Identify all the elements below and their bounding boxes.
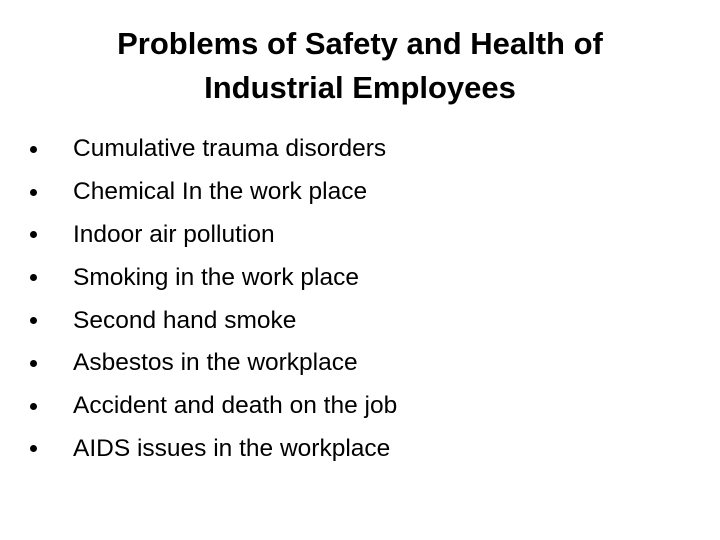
title-line-2: Industrial Employees xyxy=(204,70,516,106)
bullet-icon xyxy=(30,231,37,238)
list-item xyxy=(26,128,686,171)
bullet-icon xyxy=(30,317,37,324)
list-item xyxy=(26,256,686,299)
slide-title xyxy=(90,22,630,110)
list-item xyxy=(26,299,686,342)
bullet-text: Second hand smoke xyxy=(73,306,297,334)
bullet-text: Indoor air pollution xyxy=(73,220,275,248)
bullet-icon xyxy=(30,445,37,452)
bullet-text: AIDS issues in the workplace xyxy=(73,434,391,462)
list-item xyxy=(26,171,686,214)
bullet-text: Cumulative trauma disorders xyxy=(73,135,387,163)
bullet-icon xyxy=(30,274,37,281)
bullet-text: Accident and death on the job xyxy=(73,392,398,420)
list-item xyxy=(26,342,686,385)
bullet-icon xyxy=(30,360,37,367)
bullet-text: Smoking in the work place xyxy=(73,263,359,291)
bullet-text: Chemical In the work place xyxy=(73,178,368,206)
bullet-text: Asbestos in the workplace xyxy=(73,349,358,377)
bullet-icon xyxy=(30,403,37,410)
list-item xyxy=(26,385,686,428)
bullet-list xyxy=(26,128,686,470)
title-line-1: Problems of Safety and Health of xyxy=(117,26,603,61)
bullet-icon xyxy=(30,189,37,196)
list-item xyxy=(26,428,686,471)
list-item xyxy=(26,214,686,257)
bullet-icon xyxy=(30,146,37,153)
